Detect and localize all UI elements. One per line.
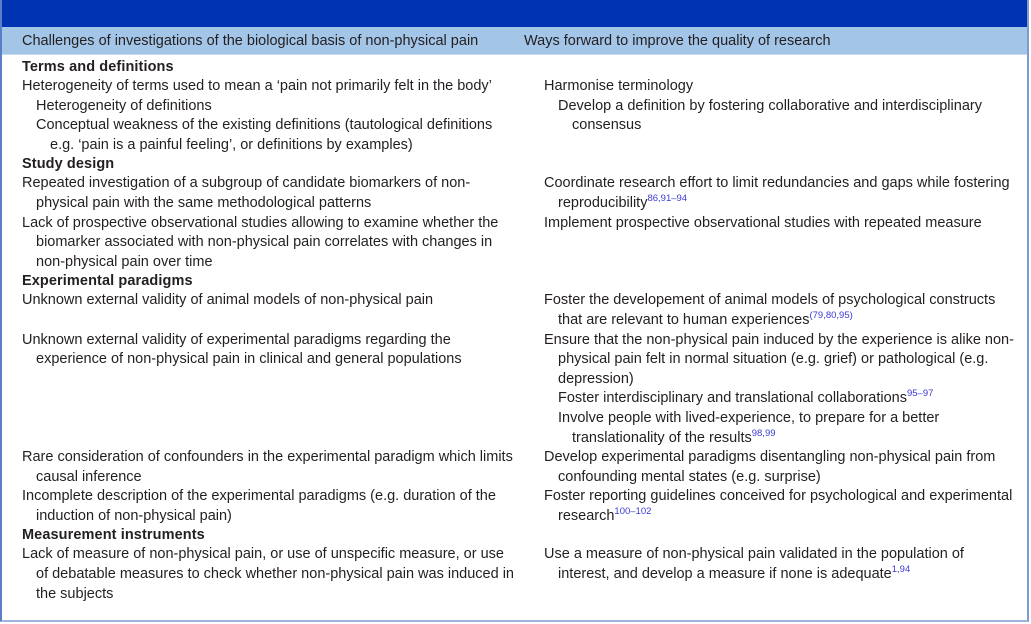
challenge-cell [2, 291, 521, 330]
way-forward-cell [521, 77, 1027, 155]
item-text: Develop experimental paradigms disentangling non-physical pain from confounding mental states (e.g. surprise) [544, 449, 996, 485]
way-forward-cell [521, 331, 1027, 449]
way-forward-item [544, 331, 1019, 390]
reference-link[interactable]: (79,80,95) [809, 310, 853, 322]
challenge-subitem: Conceptual weakness of the existing definitions (tautological definitions e.g. ‘pain is a painful feeling’, or definitions by examples) [36, 117, 493, 153]
challenge-cell [2, 487, 521, 526]
way-forward-item [544, 545, 1019, 584]
way-forward-subitem [544, 97, 1019, 136]
challenge-cell [2, 77, 521, 155]
challenge-cell [2, 331, 521, 449]
challenge-item: Heterogeneity of terms used to mean a ‘pain not primarily felt in the body’ [22, 78, 492, 94]
table-row [2, 174, 1027, 213]
section-heading: Terms and definitions [22, 59, 174, 75]
table-row [2, 77, 1027, 155]
reference-link[interactable]: 86,91–94 [647, 193, 688, 205]
way-forward-cell [521, 448, 1027, 487]
way-forward-cell [521, 174, 1027, 213]
table-title-bar [2, 0, 1027, 27]
table-row [2, 487, 1027, 526]
way-forward-cell [521, 291, 1027, 330]
item-text: Implement prospective observational studies with repeated measure [544, 214, 982, 231]
table-row [2, 545, 1027, 604]
challenge-cell [2, 545, 521, 604]
item-text: Ensure that the non-physical pain induced by the experience is alike non-physical pain felt in normal situation (e.g. grief) or pathological (e.g. depression) [544, 331, 1014, 387]
way-forward-cell [521, 487, 1027, 526]
way-forward-subitem [544, 409, 1019, 448]
challenge-item: Unknown external validity of experimental paradigms regarding the experience of non-physical pain in clinical and general populations [22, 331, 462, 368]
item-text: Coordinate research effort to limit redundancies and gaps while fostering reproducibility [544, 175, 1010, 211]
way-forward-item [544, 174, 1019, 213]
header-challenges: Challenges of investigations of the biological basis of non-physical pain [22, 32, 479, 49]
challenge-item: Repeated investigation of a subgroup of candidate biomarkers of non-physical pain with the same methodological patterns [22, 175, 471, 211]
challenge-cell [2, 448, 521, 487]
item-text: Harmonise terminology [544, 78, 694, 94]
challenge-item: Unknown external validity of animal models of non-physical pain [22, 292, 434, 309]
table-row [2, 291, 1027, 330]
reference-link[interactable]: 95–97 [906, 388, 934, 400]
reference-link[interactable]: 98,99 [751, 427, 776, 439]
table-body [2, 55, 1027, 604]
item-text: Foster the developement of animal models of psychological constructs that are relevant to human experiences [544, 292, 996, 328]
challenge-subitem: Heterogeneity of definitions [36, 97, 212, 114]
reference-link[interactable]: 100–102 [614, 506, 652, 518]
challenge-item: Incomplete description of the experimental paradigms (e.g. duration of the induction of non-physical pain) [22, 488, 496, 524]
way-forward-item [544, 291, 1019, 330]
item-text: Use a measure of non-physical pain validated in the population of interest, and develop a measure if none is adequate [544, 546, 964, 583]
way-forward-cell [521, 214, 1027, 273]
section-heading: Measurement instruments [22, 527, 205, 544]
item-text: Foster interdisciplinary and translational collaborations [558, 390, 907, 407]
way-forward-item [544, 77, 1019, 97]
item-text: Involve people with lived-experience, to prepare for a better translationality of the results [558, 409, 940, 446]
challenge-cell [2, 214, 521, 273]
challenge-item: Rare consideration of confounders in the experimental paradigm which limits causal inference [22, 449, 513, 485]
item-text: Develop a definition by fostering collaborative and interdisciplinary consensus [558, 97, 982, 134]
header-ways-forward: Ways forward to improve the quality of research [524, 32, 831, 49]
reference-link[interactable]: 1,94 [891, 564, 911, 576]
table-row [2, 448, 1027, 487]
section-heading: Study design [22, 156, 115, 173]
table-row [2, 214, 1027, 273]
challenge-item: Lack of measure of non-physical pain, or use of unspecific measure, or use of debatable measures to check whether non-physical pain was induced in the subjects [22, 546, 514, 602]
way-forward-cell [521, 545, 1027, 604]
way-forward-item [544, 487, 1019, 526]
way-forward-item [544, 448, 1019, 487]
table-header-row [2, 27, 1027, 55]
challenge-item: Lack of prospective observational studies allowing to examine whether the biomarker associated with non-physical pain correlates with changes in non-physical pain over time [22, 214, 499, 270]
way-forward-item [544, 214, 1019, 234]
item-text: Foster reporting guidelines conceived for psychological and experimental research [544, 488, 1013, 524]
section-heading: Experimental paradigms [22, 273, 193, 290]
table-row [2, 331, 1027, 449]
way-forward-subitem [544, 389, 1019, 409]
challenge-cell [2, 174, 521, 213]
